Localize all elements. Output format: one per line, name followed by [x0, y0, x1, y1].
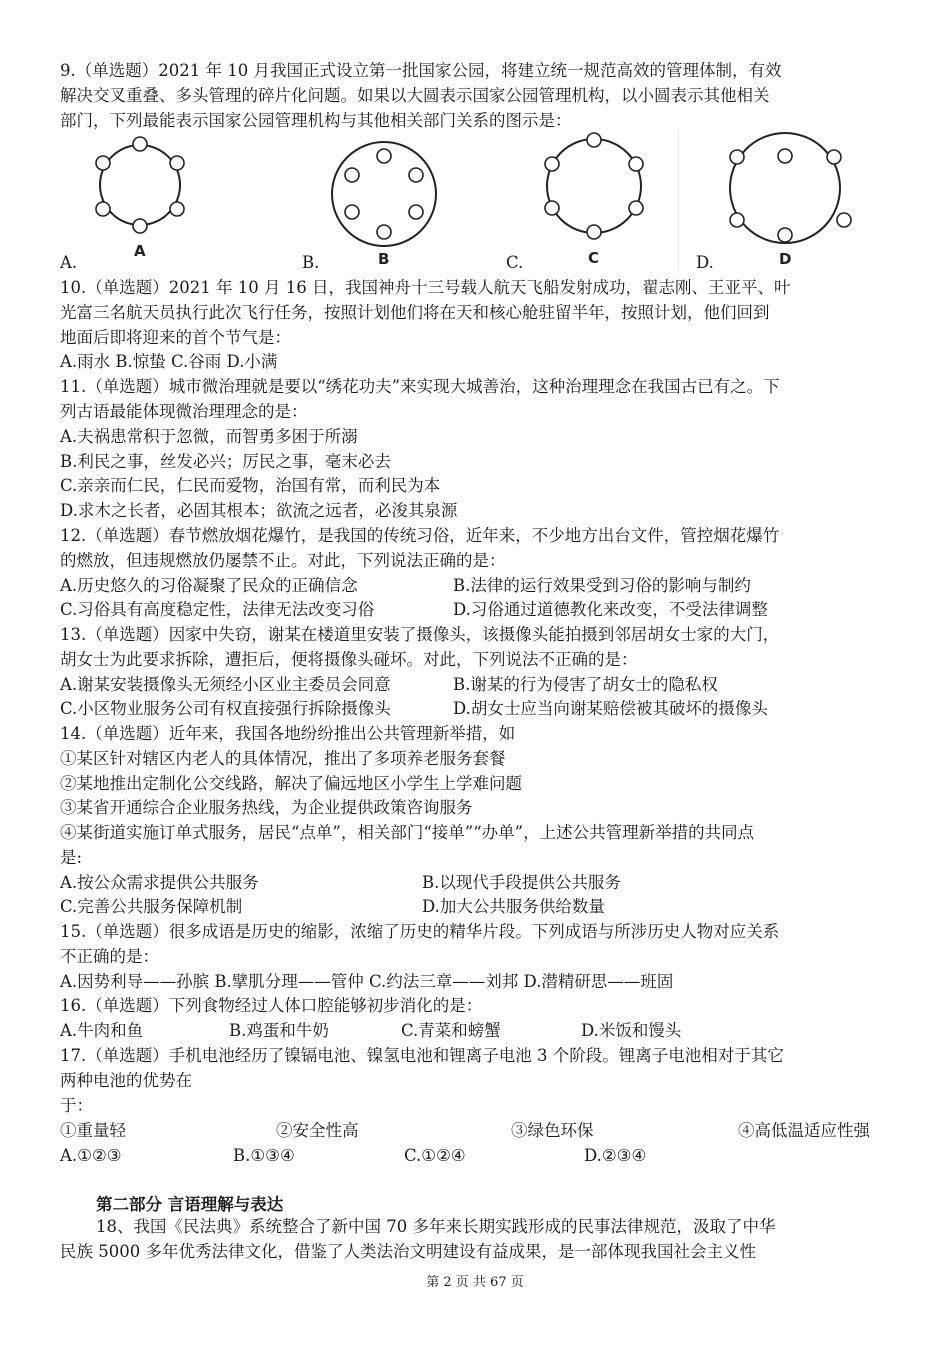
- q13-option-d[interactable]: D.胡女士应当向谢某赔偿被其破坏的摄像头: [453, 699, 768, 718]
- q17-item-2: ②安全性高: [276, 1121, 359, 1140]
- q10-line-2: 光富三名航天员执行此次飞行任务，按照计划他们将在天和核心舱驻留半年，按照计划，他们回到: [60, 303, 770, 322]
- q16-line-1: 16.（单选题）下列食物经过人体口腔能够初步消化的是：: [60, 996, 483, 1015]
- q13-line-2: 胡女士为此要求拆除，遭拒后，便将摄像头碰坏。对此，下列说法不正确的是：: [60, 650, 638, 669]
- figure-d: [725, 130, 855, 270]
- q14-option-a[interactable]: A.按公众需求提供公共服务: [60, 873, 259, 892]
- q14-line-3: ②某地推出定制化公交线路，解决了偏远地区小学生上学难问题: [60, 774, 522, 793]
- q17-option-b[interactable]: B.①③④: [233, 1146, 295, 1165]
- q16-option-d[interactable]: D.米饭和馒头: [581, 1021, 682, 1040]
- q9-option-d[interactable]: D.: [696, 253, 714, 272]
- q17-option-d[interactable]: D.②③④: [584, 1146, 647, 1165]
- q17-line-3: 于：: [60, 1096, 93, 1115]
- q10-options[interactable]: A.雨水 B.惊蛰 C.谷雨 D.小满: [60, 352, 278, 371]
- q15-line-2: 不正确的是：: [60, 947, 159, 966]
- q14-line-1: 14.（单选题）近年来，我国各地纷纷推出公共管理新举措，如: [60, 724, 516, 743]
- figure-divider: [678, 130, 679, 270]
- q9-line-2: 解决交叉重叠、多头管理的碎片化问题。如果以大圆表示国家公园管理机构，以小圆表示其他相关: [60, 86, 770, 105]
- q16-option-a[interactable]: A.牛肉和鱼: [60, 1021, 144, 1040]
- q9-option-b[interactable]: B.: [302, 253, 320, 272]
- q17-option-a[interactable]: A.①②③: [60, 1146, 122, 1165]
- q10-line-3: 地面后即将迎来的首个节气是：: [60, 328, 291, 347]
- q12-option-d[interactable]: D.习俗通过道德教化来改变，不受法律调整: [453, 600, 768, 619]
- page-footer: 第 2 页 共 67 页: [426, 1275, 524, 1290]
- q17-option-c[interactable]: C.①②④: [404, 1146, 466, 1165]
- figure-a-caption: A: [134, 242, 146, 260]
- q14-option-b[interactable]: B.以现代手段提供公共服务: [422, 873, 621, 892]
- figure-c-caption: C: [588, 249, 600, 267]
- figure-b: [328, 130, 448, 270]
- q15-options[interactable]: A.因势利导——孙膑 B.擘肌分理——管仲 C.约法三章——刘邦 D.潜精研思——班固: [60, 972, 674, 991]
- q12-option-c[interactable]: C.习俗具有高度稳定性，法律无法改变习俗: [60, 600, 375, 619]
- figure-a: [92, 130, 202, 260]
- q13-option-a[interactable]: A.谢某安装摄像头无须经小区业主委员会同意: [60, 675, 391, 694]
- q9-option-a[interactable]: A.: [60, 253, 78, 272]
- q13-line-1: 13.（单选题）因家中失窃，谢某在楼道里安装了摄像头，该摄像头能拍摄到邻居胡女士家的大门，: [60, 625, 780, 644]
- q17-item-4: ④高低温适应性强: [738, 1121, 870, 1140]
- q18-line-2: 民族 5000 多年优秀法律文化，借鉴了人类法治文明建设有益成果，是一部体现我国社会主义性: [60, 1242, 756, 1261]
- q12-option-a[interactable]: A.历史悠久的习俗凝聚了民众的正确信念: [60, 576, 358, 595]
- q18-line-1: 18、我国《民法典》系统整合了新中国 70 多年来长期实践形成的民事法律规范，汲取了中华: [96, 1217, 776, 1236]
- q14-line-5: ④某街道实施订单式服务，居民“点单”，相关部门“接单”“办单”，上述公共管理新举措的共同点: [60, 823, 755, 842]
- q17-line-2: 两种电池的优势在: [60, 1071, 192, 1090]
- section-title: 第二部分 言语理解与表达: [96, 1195, 284, 1214]
- q14-option-c[interactable]: C.完善公共服务保障机制: [60, 897, 243, 916]
- q12-line-2: 的燃放，但违规燃放仍屡禁不止。对此，下列说法正确的是：: [60, 551, 506, 570]
- figure-d-caption: D: [779, 250, 792, 268]
- q9-line-1: 9.（单选题）2021 年 10 月我国正式设立第一批国家公园，将建立统一规范高效的管理体制，有效: [60, 61, 782, 80]
- q11-option-d[interactable]: D.求木之长者，必固其根本；欲流之远者，必浚其泉源: [60, 501, 458, 520]
- q9-option-c[interactable]: C.: [506, 253, 524, 272]
- figure-b-caption: B: [378, 250, 390, 268]
- q14-line-6: 是:: [60, 848, 83, 867]
- q13-option-b[interactable]: B.谢某的行为侵害了胡女士的隐私权: [453, 675, 718, 694]
- q17-item-1: ①重量轻: [60, 1121, 126, 1140]
- q17-line-1: 17.（单选题）手机电池经历了镍镉电池、镍氢电池和锂离子电池 3 个阶段。锂离子电池相对于其它: [60, 1046, 784, 1065]
- q11-option-b[interactable]: B.利民之事，丝发必兴；厉民之事，毫末必去: [60, 452, 391, 471]
- q14-line-2: ①某区针对辖区内老人的具体情况，推出了多项养老服务套餐: [60, 749, 506, 768]
- q11-option-c[interactable]: C.亲亲而仁民，仁民而爱物，治国有常，而利民为本: [60, 476, 441, 495]
- q14-option-d[interactable]: D.加大公共服务供给数量: [422, 897, 605, 916]
- q17-item-3: ③绿色环保: [511, 1121, 594, 1140]
- q10-line-1: 10.（单选题）2021 年 10 月 16 日，我国神舟十三号载人航天飞船发射成功，翟志刚、王亚平、叶: [60, 278, 791, 297]
- q11-line-1: 11.（单选题）城市微治理就是要以“绣花功夫”来实现大城善治，这种治理理念在我国古已有之。下: [60, 377, 780, 396]
- q15-line-1: 15.（单选题）很多成语是历史的缩影，浓缩了历史的精华片段。下列成语与所涉历史人物对应关系: [60, 922, 780, 941]
- q11-option-a[interactable]: A.夫祸患常积于忽微，而智勇多困于所溺: [60, 427, 358, 446]
- q12-line-1: 12.（单选题）春节燃放烟花爆竹，是我国的传统习俗，近年来，不少地方出台文件，管控烟花爆竹: [60, 526, 780, 545]
- q12-option-b[interactable]: B.法律的运行效果受到习俗的影响与制约: [453, 576, 751, 595]
- q14-line-4: ③某省开通综合企业服务热线，为企业提供政策咨询服务: [60, 798, 473, 817]
- q9-line-3: 部门，下列最能表示国家公园管理机构与其他相关部门关系的图示是：: [60, 111, 572, 130]
- figure-c: [540, 130, 650, 270]
- q11-line-2: 列古语最能体现微治理理念的是：: [60, 402, 308, 421]
- q13-option-c[interactable]: C.小区物业服务公司有权直接强行拆除摄像头: [60, 699, 391, 718]
- q16-option-b[interactable]: B.鸡蛋和牛奶: [229, 1021, 329, 1040]
- q16-option-c[interactable]: C.青菜和螃蟹: [401, 1021, 501, 1040]
